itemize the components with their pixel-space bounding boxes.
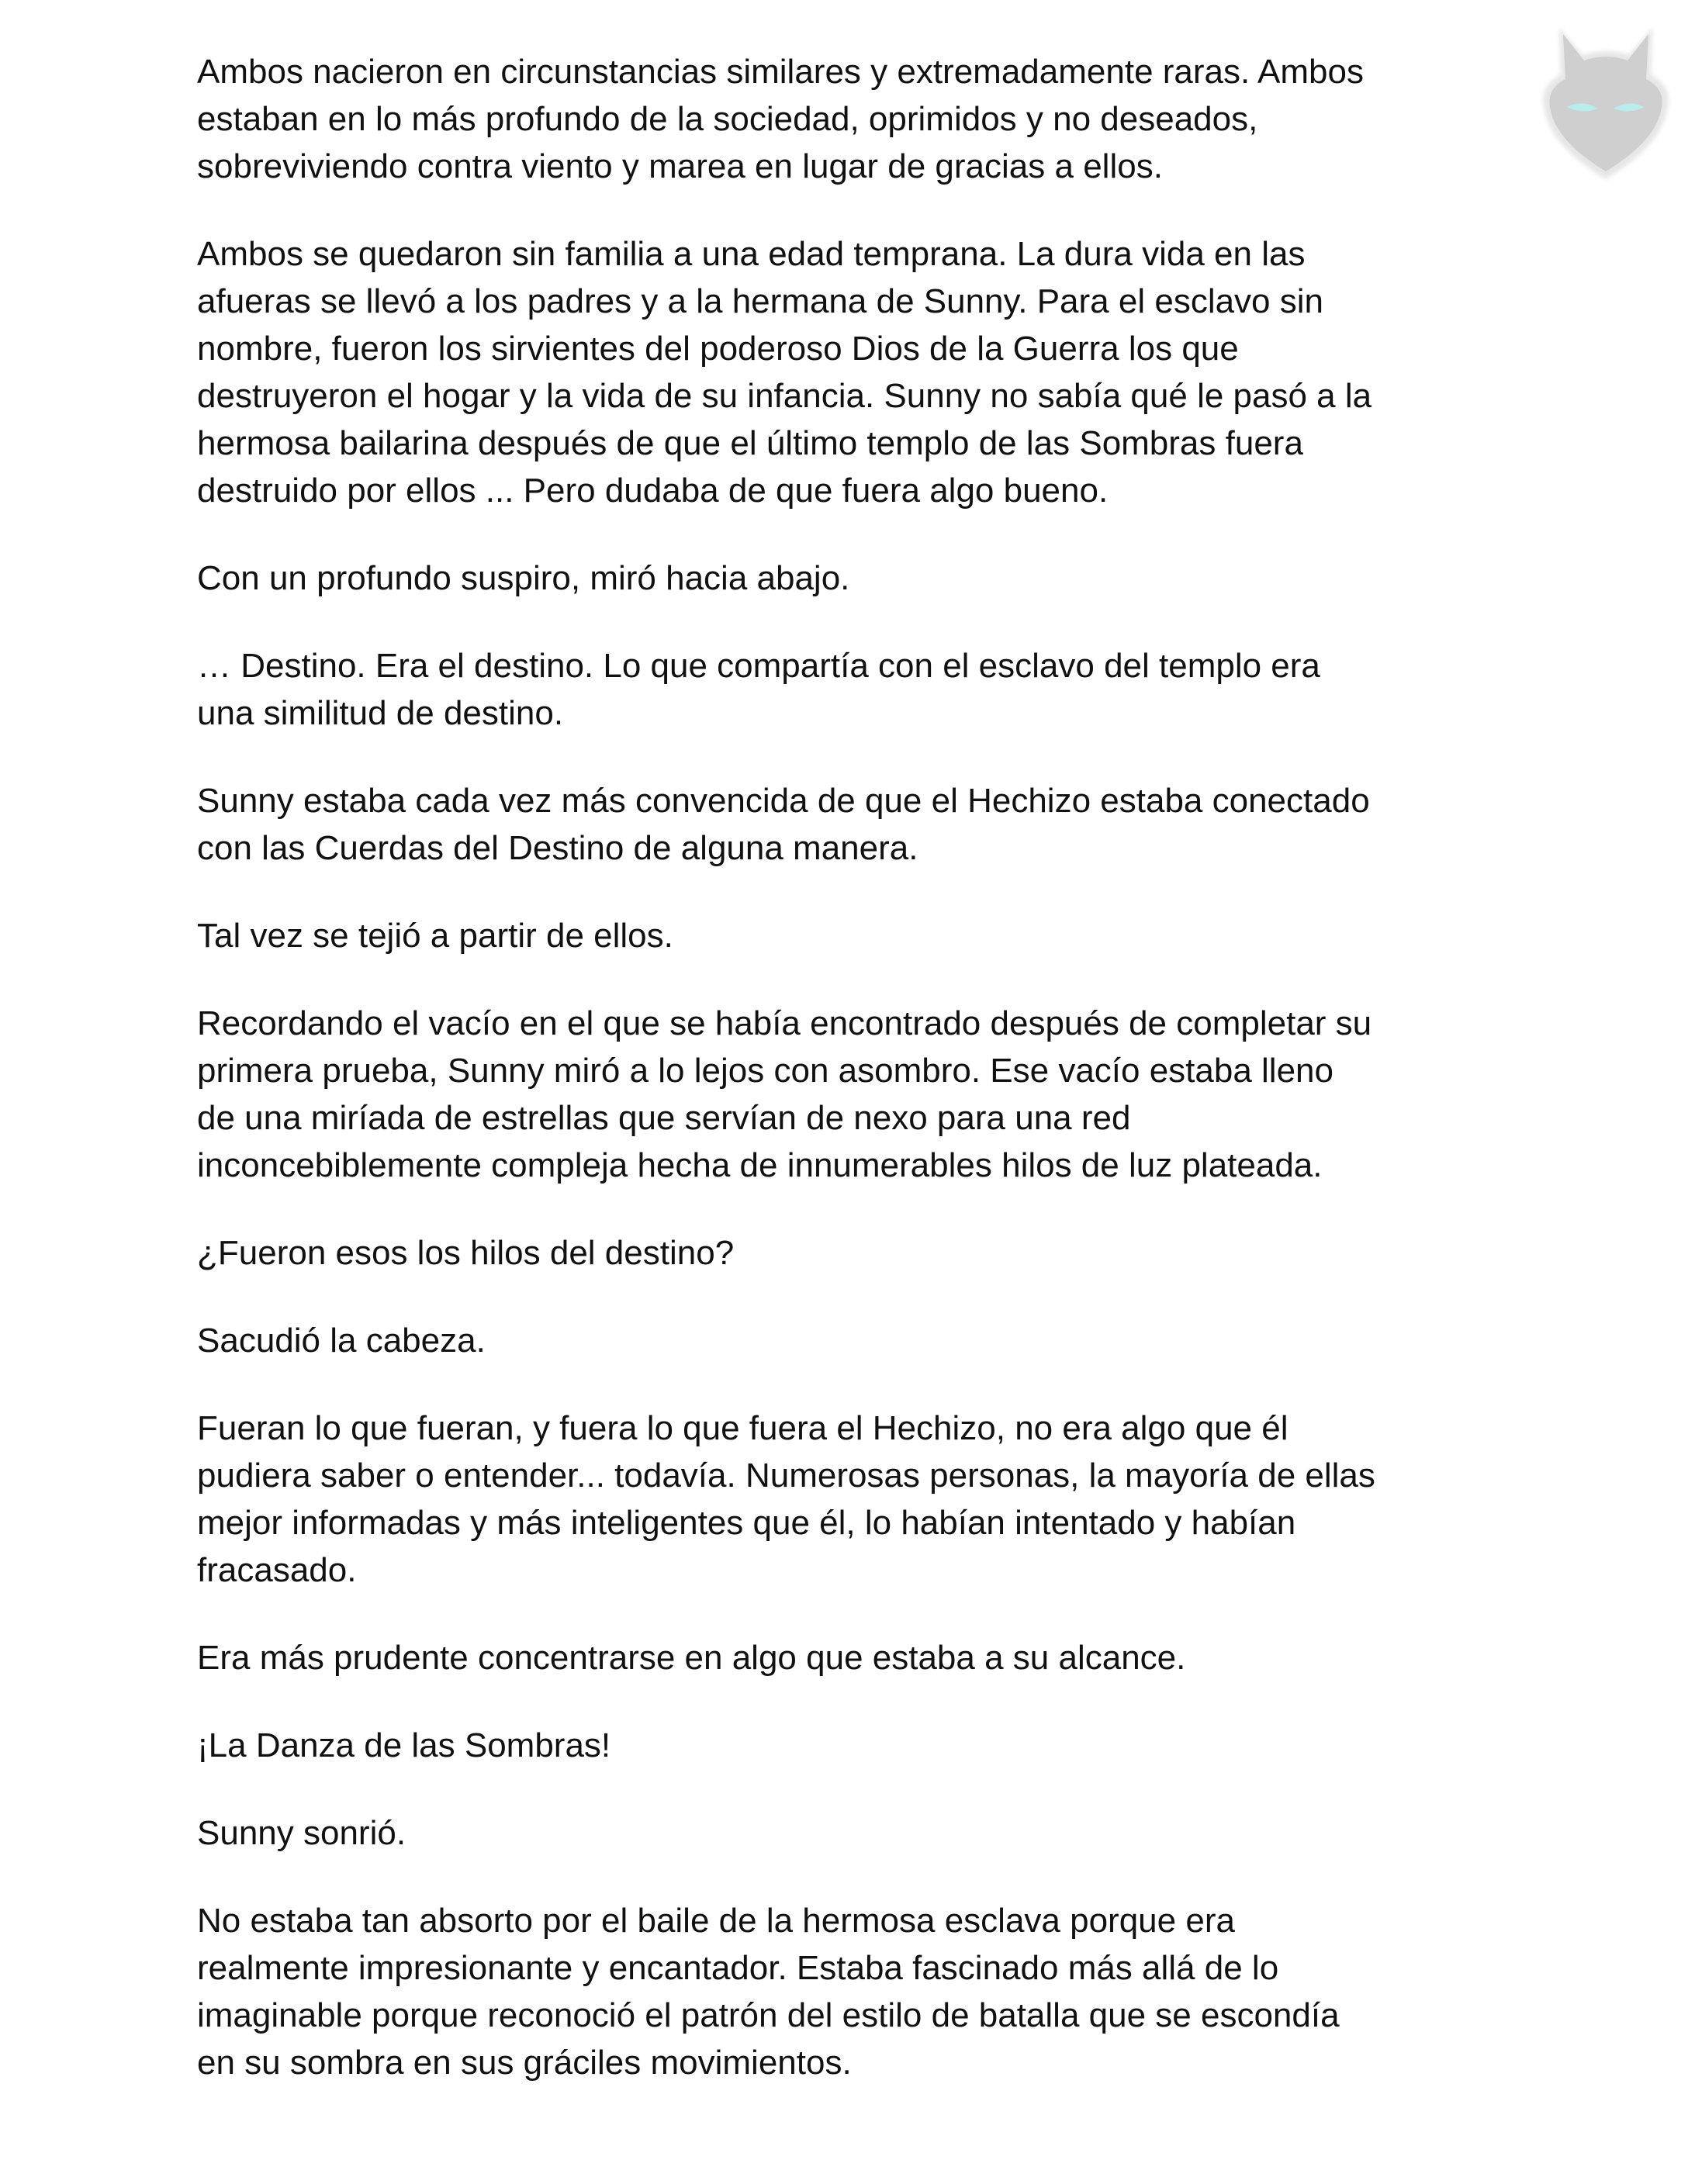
paragraph-10: Fueran lo que fueran, y fuera lo que fuera el Hechizo, no era algo que él pudiera saber o entender... todavía. Numerosas personas, la mayoría de ellas mejor informadas y más inteligentes que él, lo habían intentado y habían fracasado. bbox=[197, 1409, 1375, 1589]
paragraph-9: Sacudió la cabeza. bbox=[197, 1322, 486, 1360]
paragraph-2: Ambos se quedaron sin familia a una edad temprana. La dura vida en las afueras se llevó a los padres y a la hermana de Sunny. Para el esclavo sin nombre, fueron los sirvientes del poderoso Dios de la Guerra los que destruyeron el hogar y la vida de su infancia. Sunny no sabía qué le pasó a la hermosa bailarina después de que el último templo de las Sombras fuera destruido por ellos ... Pero dudaba de que fuera algo bueno. bbox=[197, 235, 1372, 510]
paragraph-13: Sunny sonrió. bbox=[197, 1814, 406, 1852]
paragraph-6: Tal vez se tejió a partir de ellos. bbox=[197, 917, 673, 955]
paragraph-11: Era más prudente concentrarse en algo que estaba a su alcance. bbox=[197, 1639, 1186, 1677]
paragraph-3: Con un profundo suspiro, miró hacia abajo. bbox=[197, 559, 850, 597]
paragraph-5: Sunny estaba cada vez más convencida de que el Hechizo estaba conectado con las Cuerdas del Destino de alguna manera. bbox=[197, 782, 1370, 867]
demon-head-icon bbox=[1528, 12, 1683, 191]
paragraph-12: ¡La Danza de las Sombras! bbox=[197, 1726, 611, 1764]
paragraph-8: ¿Fueron esos los hilos del destino? bbox=[197, 1234, 735, 1272]
paragraph-4: … Destino. Era el destino. Lo que compartía con el esclavo del templo era una similitud de destino. bbox=[197, 647, 1320, 732]
document-body bbox=[197, 48, 1508, 2127]
paragraph-1: Ambos nacieron en circunstancias similares y extremadamente raras. Ambos estaban en lo más profundo de la sociedad, oprimidos y no deseados, sobreviviendo contra viento y marea en lugar de gracias a ellos. bbox=[197, 53, 1364, 185]
paragraph-7: Recordando el vacío en el que se había encontrado después de completar su primera prueba, Sunny miró a lo lejos con asombro. Ese vacío estaba lleno de una miríada de estrellas que servían de nexo para una red inconcebiblemente compleja hecha de innumerables hilos de luz plateada. bbox=[197, 1004, 1372, 1184]
paragraph-14: No estaba tan absorto por el baile de la hermosa esclava porque era realmente impresionante y encantador. Estaba fascinado más allá de lo imaginable porque reconoció el patrón del estilo de batalla que se escondía en su sombra en sus gráciles movimientos. bbox=[197, 1902, 1340, 2082]
